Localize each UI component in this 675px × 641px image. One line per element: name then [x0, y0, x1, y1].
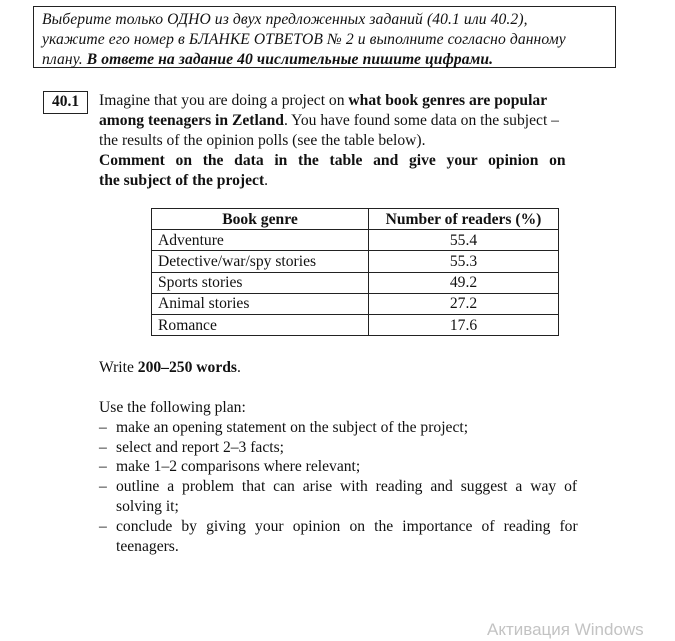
- instruction-line-1: Выберите только ОДНО из двух предложенных заданий (40.1 или 40.2),: [42, 11, 528, 28]
- dash-bullet: –: [99, 438, 107, 456]
- readers-cell: 49.2: [369, 272, 559, 293]
- dash-bullet: –: [99, 458, 107, 476]
- task-line-3: the results of the opinion polls (see the table below).: [99, 132, 426, 149]
- table-row: [152, 251, 559, 272]
- instruction-box: [33, 6, 616, 68]
- readers-cell: 55.4: [369, 230, 559, 251]
- task-topic-part-2: among teenagers in Zetland: [99, 112, 284, 129]
- header-book-genre: Book genre: [152, 209, 369, 230]
- genre-cell: Adventure: [152, 230, 369, 251]
- task-line-2: [99, 111, 613, 131]
- table-row: [152, 314, 559, 335]
- task-comment-line-1: Comment on the data in the table and give your opinion on: [99, 152, 566, 169]
- dash-bullet: –: [99, 517, 107, 535]
- word-count-suffix: .: [236, 359, 241, 376]
- genre-cell: Detective/war/spy stories: [152, 251, 369, 272]
- task-intro-text: Imagine that you are doing a project on: [99, 92, 349, 109]
- word-count-requirement: [99, 358, 241, 378]
- word-count-prefix: Write: [99, 359, 138, 376]
- dash-bullet: –: [99, 418, 107, 436]
- writing-plan: [99, 398, 613, 556]
- table-row: [152, 293, 559, 314]
- plan-item-text-line-1: conclude by giving your opinion on the importance of reading for: [116, 517, 578, 535]
- plan-item: [99, 477, 613, 517]
- header-number-of-readers: Number of readers (%): [369, 209, 559, 230]
- readers-cell: 27.2: [369, 293, 559, 314]
- task-comment-subject: the subject of the project: [99, 172, 265, 189]
- instruction-emphasis: В ответе на задание 40 числительные пишите цифрами.: [86, 51, 494, 68]
- plan-item: [99, 438, 613, 458]
- plan-item-text-line-2: teenagers.: [116, 537, 179, 555]
- readers-cell: 55.3: [369, 251, 559, 272]
- table-row: [152, 230, 559, 251]
- readers-cell: 17.6: [369, 314, 559, 335]
- task-description: [99, 91, 613, 191]
- plan-item-text-line-1: outline a problem that can arise with reading and suggest a way of: [116, 478, 578, 496]
- instruction-line-3-text: плану.: [42, 51, 87, 68]
- genre-cell: Sports stories: [152, 272, 369, 293]
- plan-item: [99, 457, 613, 477]
- plan-item-text-line-2: solving it;: [116, 497, 179, 515]
- task-comment-period: .: [264, 172, 269, 189]
- task-line-1: [99, 91, 613, 111]
- table-row: [152, 272, 559, 293]
- plan-item-text: make an opening statement on the subject of the project;: [116, 418, 469, 436]
- task-number-box: 40.1: [43, 91, 88, 114]
- table-header-row: [152, 209, 559, 230]
- instruction-line-3: [42, 50, 615, 70]
- word-count-range: 200–250 words: [137, 359, 237, 376]
- plan-item: [99, 517, 613, 557]
- plan-item: [99, 418, 613, 438]
- instruction-line-2: укажите его номер в БЛАНКЕ ОТВЕТОВ № 2 и выполните согласно данному: [42, 31, 566, 48]
- plan-item-text: select and report 2–3 facts;: [116, 438, 284, 456]
- opinion-poll-table: [151, 208, 559, 336]
- dash-bullet: –: [99, 478, 107, 496]
- plan-list: [99, 418, 613, 557]
- genre-cell: Romance: [152, 314, 369, 335]
- plan-intro: Use the following plan:: [99, 399, 246, 416]
- windows-activation-watermark: Активация Windows: [487, 620, 644, 639]
- task-topic-part-1: what book genres are popular: [348, 92, 548, 109]
- plan-item-text: make 1–2 comparisons where relevant;: [116, 458, 361, 476]
- task-found-data-text: . You have found some data on the subject –: [283, 112, 559, 129]
- genre-cell: Animal stories: [152, 293, 369, 314]
- task-comment-line-2: [99, 171, 613, 191]
